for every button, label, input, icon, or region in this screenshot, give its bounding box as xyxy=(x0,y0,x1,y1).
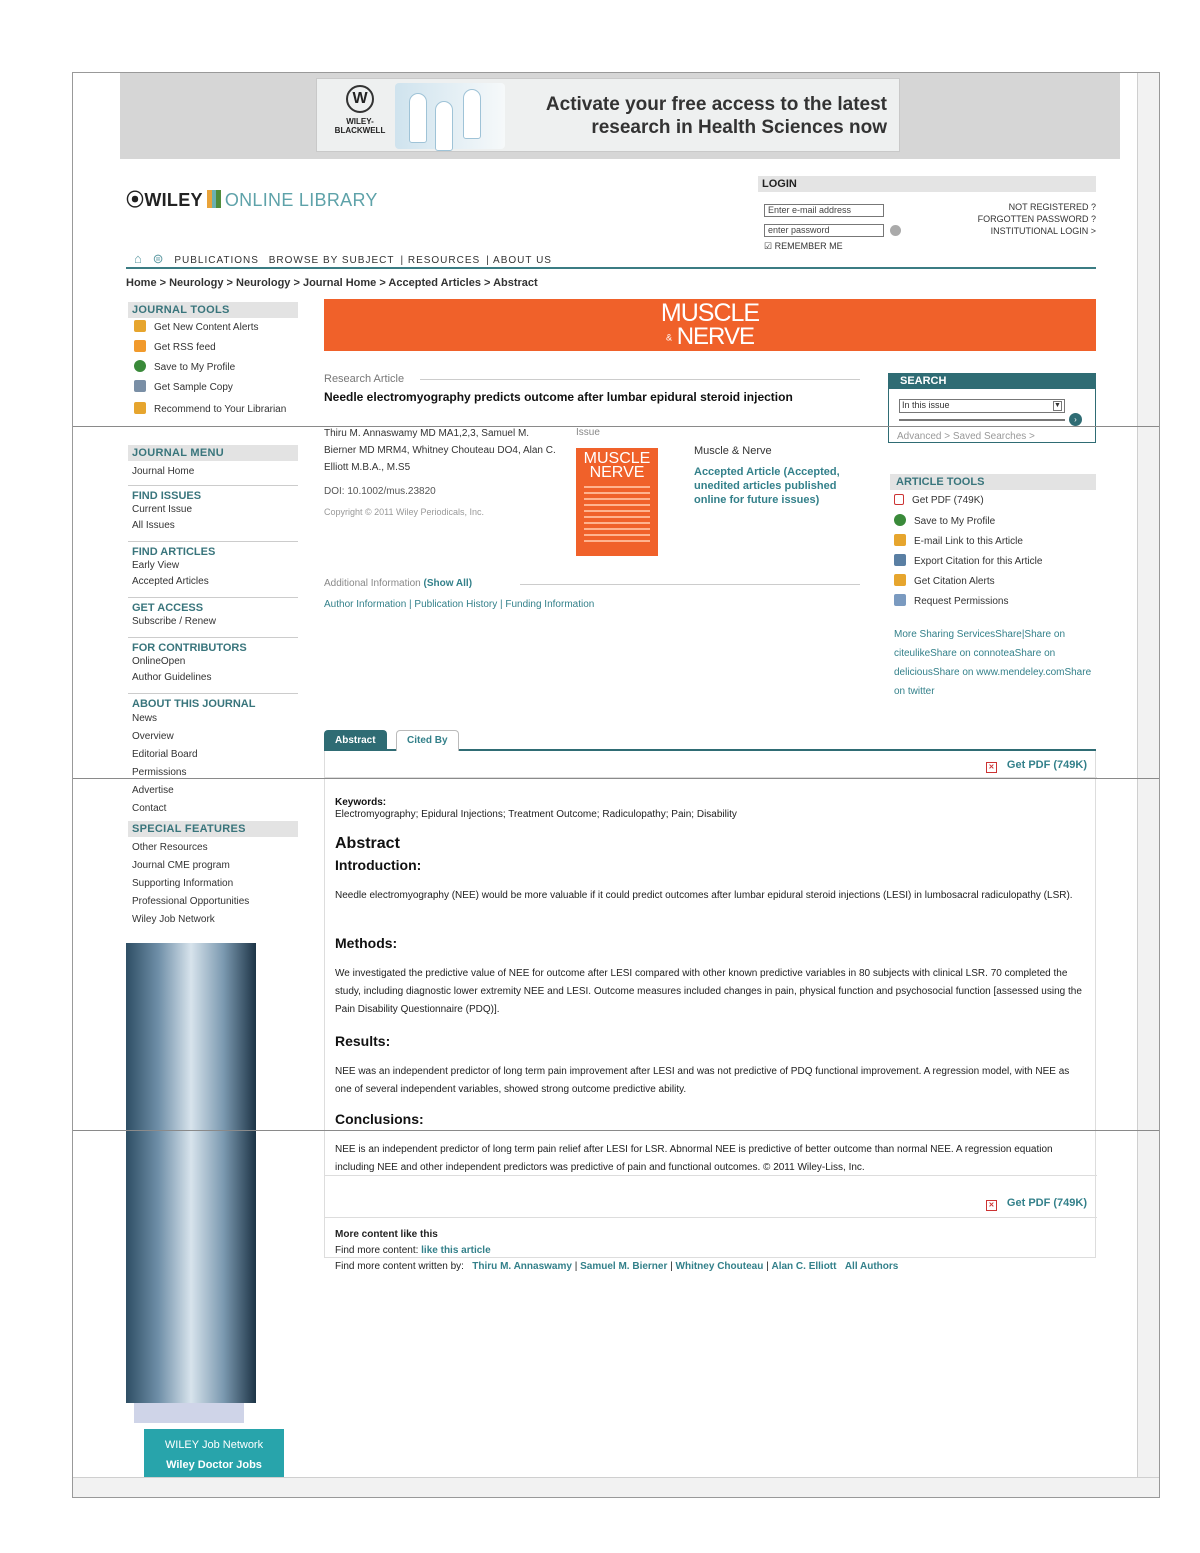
nav-divider xyxy=(126,267,1096,269)
page xyxy=(120,73,1120,1478)
remember-me-checkbox[interactable]: ☑ REMEMBER ME xyxy=(764,241,843,251)
other-resources-link[interactable]: Other Resources xyxy=(132,842,208,853)
results-text: NEE was an independent predictor of long term pain improvement after LESI and was not predictive of PDQ functional improvement. A regression model, with NEE as one of several independent variables, showed strong outcome predictive ability. xyxy=(335,1066,1070,1095)
tool-email-link[interactable]: E-mail Link to this Article xyxy=(894,534,1094,547)
tool-export-citation[interactable]: Export Citation for this Article xyxy=(894,554,1094,567)
institutional-login-link[interactable]: INSTITUTIONAL LOGIN > xyxy=(990,226,1096,236)
methods-text: We investigated the predictive value of NEE for outcome after LESI compared with other known predictive variables in 80 subjects with clinical LSR. 70 completed the study, including diagnostic lower extremity NEE and LESI. Outcome measures included changes in pain, physical function and psychosocial function [assessed using the Pain Disability Questionnaire (PDQ)]. xyxy=(335,968,1082,1015)
journal-menu xyxy=(128,445,298,929)
get-access-title: GET ACCESS xyxy=(128,597,298,614)
plus-icon xyxy=(134,360,146,372)
login-go-icon[interactable] xyxy=(890,225,901,236)
journal-name: Muscle & Nerve xyxy=(694,445,772,457)
article-type-divider xyxy=(420,379,860,380)
professional-opportunities-link[interactable]: Professional Opportunities xyxy=(132,896,250,907)
wiley-online-library-logo[interactable]: ⦿WILEY ONLINE LIBRARY xyxy=(126,190,378,210)
supporting-information-link[interactable]: Supporting Information xyxy=(132,878,234,889)
password-field[interactable]: enter password xyxy=(764,224,884,237)
like-this-article-link[interactable]: like this article xyxy=(421,1245,491,1256)
main-nav: ⌂ ⊜ PUBLICATIONS BROWSE BY SUBJECT | RESOURCES | ABOUT US xyxy=(134,251,552,266)
overview-link[interactable]: Overview xyxy=(132,731,174,742)
save-profile-link[interactable]: Save to My Profile xyxy=(128,358,298,378)
journal-tools xyxy=(128,302,298,418)
advertise-link[interactable]: Advertise xyxy=(132,785,174,796)
not-registered-link[interactable]: NOT REGISTERED ? xyxy=(1008,202,1096,212)
cme-program-link[interactable]: Journal CME program xyxy=(132,860,230,871)
divider xyxy=(325,1217,1097,1218)
home-icon[interactable]: ⌂ xyxy=(134,251,143,266)
pdf-icon xyxy=(894,494,904,505)
contact-link[interactable]: Contact xyxy=(132,803,167,814)
new-content-alerts-link[interactable]: Get New Content Alerts xyxy=(128,318,298,338)
wiley-blackwell-logo: W WILEY-BLACKWELL xyxy=(331,85,389,145)
rss-icon xyxy=(134,340,146,352)
nav-browse-by-subject[interactable]: BROWSE BY SUBJECT xyxy=(268,255,395,266)
news-link[interactable]: News xyxy=(132,713,158,724)
show-all-link[interactable]: (Show All) xyxy=(423,578,473,589)
plus-icon xyxy=(894,514,906,526)
search-title: SEARCH xyxy=(888,373,1096,389)
author-link[interactable]: Alan C. Elliott xyxy=(771,1261,837,1272)
alert-icon xyxy=(894,574,906,586)
copyright: Copyright © 2011 Wiley Periodicals, Inc. xyxy=(324,507,485,517)
keywords-label: Keywords: xyxy=(335,797,387,808)
current-issue-link[interactable]: Current Issue xyxy=(132,504,193,515)
divider xyxy=(325,1175,1097,1176)
about-journal-title: ABOUT THIS JOURNAL xyxy=(128,693,298,710)
journal-tools-title: JOURNAL TOOLS xyxy=(128,302,298,318)
journal-cover-image[interactable]: MUSCLE NERVE xyxy=(576,448,658,556)
permissions-icon xyxy=(894,594,906,606)
tool-save-profile[interactable]: Save to My Profile xyxy=(894,514,1094,527)
job-network-title: WILEY Job Network xyxy=(164,1439,264,1451)
introduction-heading: Introduction: xyxy=(335,857,422,873)
keywords: Electromyography; Epidural Injections; Treatment Outcome; Radiculopathy; Pain; Disability xyxy=(335,809,737,820)
tool-citation-alerts[interactable]: Get Citation Alerts xyxy=(894,574,1094,587)
library-book-icon xyxy=(207,190,221,208)
sidebar-ad-strip xyxy=(134,1403,244,1423)
banner-text: Activate your free access to the latest research in Health Sciences now xyxy=(545,94,887,138)
conclusions-text: NEE is an independent predictor of long term pain relief after LESI for LSR. Abnormal NEE is predictive of better outcome than normal NEE. A regression equation including NEE and other independent predictors was predictive of pain and functional outcomes. © 2011 Wiley-Liss, Inc. xyxy=(335,1144,1053,1173)
journal-logo[interactable]: MUSCLE & NERVE xyxy=(324,299,1096,351)
chevron-down-icon: ▼ xyxy=(1054,402,1061,409)
capture-seam xyxy=(73,426,1160,427)
wiley-job-network-link[interactable]: Wiley Job Network xyxy=(132,914,215,925)
additional-info-divider xyxy=(520,584,860,585)
pdf-icon: ✕ xyxy=(986,1200,997,1211)
get-pdf-link-bottom[interactable]: ✕ Get PDF (749K) xyxy=(986,1197,1087,1211)
journal-menu-title: JOURNAL MENU xyxy=(128,445,298,461)
article-title: Needle electromyography predicts outcome after lumbar epidural steroid injection xyxy=(324,390,793,404)
nav-about-us[interactable]: ABOUT US xyxy=(493,255,552,266)
breadcrumb[interactable]: Home > Neurology > Neurology > Journal Home > Accepted Articles > Abstract xyxy=(126,277,538,289)
author-link[interactable]: Thiru M. Annaswamy xyxy=(472,1261,572,1272)
results-heading: Results: xyxy=(335,1033,391,1049)
editorial-board-link[interactable]: Editorial Board xyxy=(132,749,198,760)
advanced-search-links[interactable]: Advanced > Saved Searches > xyxy=(897,431,1035,442)
email-icon xyxy=(894,534,906,546)
permissions-link[interactable]: Permissions xyxy=(132,767,187,778)
get-pdf-link-top[interactable]: ✕ Get PDF (749K) xyxy=(986,759,1087,773)
doi: DOI: 10.1002/mus.23820 xyxy=(324,486,436,497)
tab-cited-by[interactable]: Cited By xyxy=(396,730,459,751)
issue-label: Issue xyxy=(576,427,600,438)
sidebar-ad-image[interactable] xyxy=(126,943,256,1403)
search-go-icon[interactable]: › xyxy=(1069,413,1082,426)
author-guidelines-link[interactable]: Author Guidelines xyxy=(132,672,212,683)
author-link[interactable]: Whitney Chouteau xyxy=(675,1261,764,1272)
sample-copy-link[interactable]: Get Sample Copy xyxy=(128,378,298,398)
conclusions-heading: Conclusions: xyxy=(335,1111,424,1127)
nav-resources[interactable]: RESOURCES xyxy=(407,255,481,266)
share-links[interactable]: More Sharing ServicesShare|Share on citeulikeShare on connoteaShare on deliciousShare on www.mendeley.comShare on twitter xyxy=(894,629,1092,697)
email-field[interactable]: Enter e-mail address xyxy=(764,204,884,217)
recommend-librarian-link[interactable]: Recommend to Your Librarian xyxy=(128,398,298,418)
accepted-article-link[interactable]: Accepted Article (Accepted, unedited articles published online for future issues) xyxy=(694,466,840,506)
early-view-link[interactable]: Early View xyxy=(132,560,180,571)
doctor-jobs-label: Wiley Doctor Jobs xyxy=(166,1459,262,1471)
login-panel xyxy=(758,176,1098,268)
journal-home-link[interactable]: Journal Home xyxy=(132,466,195,477)
contributors-title: FOR CONTRIBUTORS xyxy=(128,637,298,654)
pdf-icon: ✕ xyxy=(986,762,997,773)
search-box xyxy=(888,389,1096,443)
find-articles-title: FIND ARTICLES xyxy=(128,541,298,558)
special-features-title: SPECIAL FEATURES xyxy=(128,821,298,837)
capture-seam xyxy=(73,1130,1160,1131)
export-icon xyxy=(894,554,906,566)
vertical-scrollbar[interactable] xyxy=(1137,73,1159,1478)
search-scope-select[interactable]: In this issue ▼ xyxy=(899,399,1065,413)
all-issues-link[interactable]: All Issues xyxy=(132,520,175,531)
ad-banner[interactable] xyxy=(316,78,900,152)
browser-window xyxy=(72,72,1160,1498)
article-authors[interactable]: Thiru M. Annaswamy MD MA1,2,3, Samuel M. Bierner MD MRM4, Whitney Chouteau DO4, Alan C. Elliott M.B.A., M.S5 xyxy=(324,428,556,473)
recommend-icon xyxy=(134,402,146,414)
alert-icon xyxy=(134,320,146,332)
nav-publications[interactable]: PUBLICATIONS xyxy=(174,255,259,266)
article-tabs xyxy=(324,730,1096,751)
tool-get-pdf[interactable]: Get PDF (749K) xyxy=(894,494,1094,506)
search-input[interactable] xyxy=(899,419,1065,421)
tab-abstract[interactable]: Abstract xyxy=(324,730,387,751)
more-content: More content like this Find more content: like this article Find more content written by: Thiru M. Annaswamy | Samuel M. Bierner | Whitney Chouteau | Alan C. Elliott All Authors xyxy=(335,1229,899,1272)
author-link[interactable]: Samuel M. Bierner xyxy=(580,1261,668,1272)
find-issues-title: FIND ISSUES xyxy=(128,485,298,502)
more-content-title: More content like this xyxy=(335,1229,438,1240)
help-icon[interactable]: ⊜ xyxy=(152,251,165,266)
article-tools-title: ARTICLE TOOLS xyxy=(890,474,1096,490)
article-type: Research Article xyxy=(324,373,405,385)
sample-copy-icon xyxy=(134,380,146,392)
accepted-articles-link[interactable]: Accepted Articles xyxy=(132,576,209,587)
all-authors-link[interactable]: All Authors xyxy=(844,1261,899,1272)
wiley-job-network-ad[interactable] xyxy=(144,1429,284,1483)
info-links[interactable]: Author Information | Publication History | Funding Information xyxy=(324,599,595,610)
forgotten-password-link[interactable]: FORGOTTEN PASSWORD ? xyxy=(977,214,1096,224)
introduction-text: Needle electromyography (NEE) would be more valuable if it could predict outcomes after lumbar epidural steroid injections (LESI) in lumbosacral radiculopathy (LSR). xyxy=(335,890,1073,901)
doctors-image xyxy=(395,83,505,149)
horizontal-scrollbar[interactable] xyxy=(73,1477,1160,1497)
abstract-heading: Abstract xyxy=(335,835,400,852)
methods-heading: Methods: xyxy=(335,935,398,951)
additional-information: Additional Information (Show All) xyxy=(324,578,473,589)
online-open-link[interactable]: OnlineOpen xyxy=(132,656,186,667)
login-title: LOGIN xyxy=(758,176,1096,192)
capture-seam xyxy=(73,778,1160,779)
abstract-content xyxy=(324,751,1096,1272)
rss-link[interactable]: Get RSS feed xyxy=(128,338,298,358)
tool-request-permissions[interactable]: Request Permissions xyxy=(894,594,1094,607)
subscribe-link[interactable]: Subscribe / Renew xyxy=(132,616,216,627)
